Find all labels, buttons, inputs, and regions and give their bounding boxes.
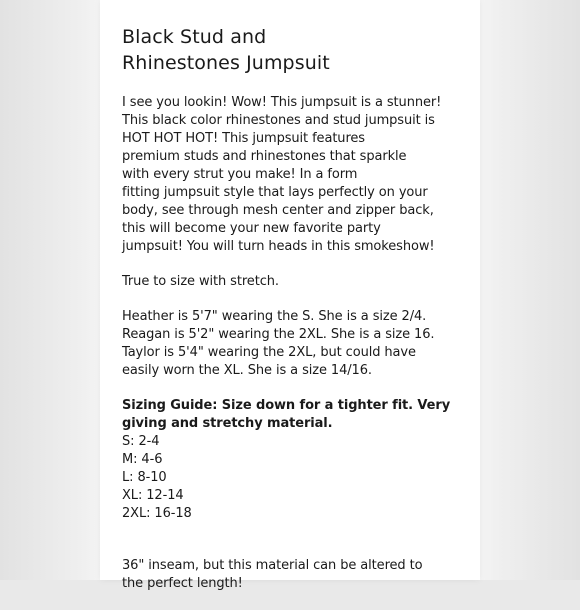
description-line: with every strut you make! In a form (122, 167, 358, 182)
description-line: body, see through mesh center and zipper back, (122, 203, 434, 218)
background-right (480, 0, 580, 580)
model-line: Taylor is 5'4" wearing the 2XL, but could have (122, 345, 416, 360)
description-line: premium studs and rhinestones that sparkle (122, 149, 407, 164)
description-line: I see you lookin! Wow! This jumpsuit is a stunner! (122, 95, 442, 110)
size-item: M: 4-6 (122, 452, 163, 467)
model-line: Reagan is 5'2" wearing the 2XL. She is a size 16. (122, 327, 435, 342)
description-line: this will become your new favorite party (122, 221, 381, 236)
sizing-guide-heading: giving and stretchy material. (122, 416, 333, 431)
description-line: This black color rhinestones and stud jumpsuit is (122, 113, 435, 128)
size-item: XL: 12-14 (122, 488, 184, 503)
fit-note (122, 273, 467, 291)
spacer (122, 540, 467, 557)
title-line: Black Stud and (122, 26, 267, 48)
sizing-guide-heading: Sizing Guide: Size down for a tighter fit. Very (122, 398, 451, 413)
sizing-guide (122, 397, 467, 523)
inseam-note (122, 557, 467, 593)
title-line: Rhinestones Jumpsuit (122, 52, 330, 74)
size-item: 2XL: 16-18 (122, 506, 192, 521)
model-line: easily worn the XL. She is a size 14/16. (122, 363, 372, 378)
description-content (122, 24, 467, 610)
description-line: fitting jumpsuit style that lays perfectly on your (122, 185, 428, 200)
product-title (122, 24, 467, 76)
background-left (0, 0, 100, 580)
inseam-line: 36" inseam, but this material can be altered to (122, 558, 423, 573)
description-line: jumpsuit! You will turn heads in this smokeshow! (122, 239, 435, 254)
size-item: S: 2-4 (122, 434, 160, 449)
product-description (122, 94, 467, 256)
inseam-line: the perfect length! (122, 576, 243, 591)
description-line: HOT HOT HOT! This jumpsuit features (122, 131, 365, 146)
model-info (122, 308, 467, 380)
fit-note-text: True to size with stretch. (122, 274, 279, 289)
size-item: L: 8-10 (122, 470, 167, 485)
model-line: Heather is 5'7" wearing the S. She is a size 2/4. (122, 309, 427, 324)
product-description-card (100, 0, 480, 591)
